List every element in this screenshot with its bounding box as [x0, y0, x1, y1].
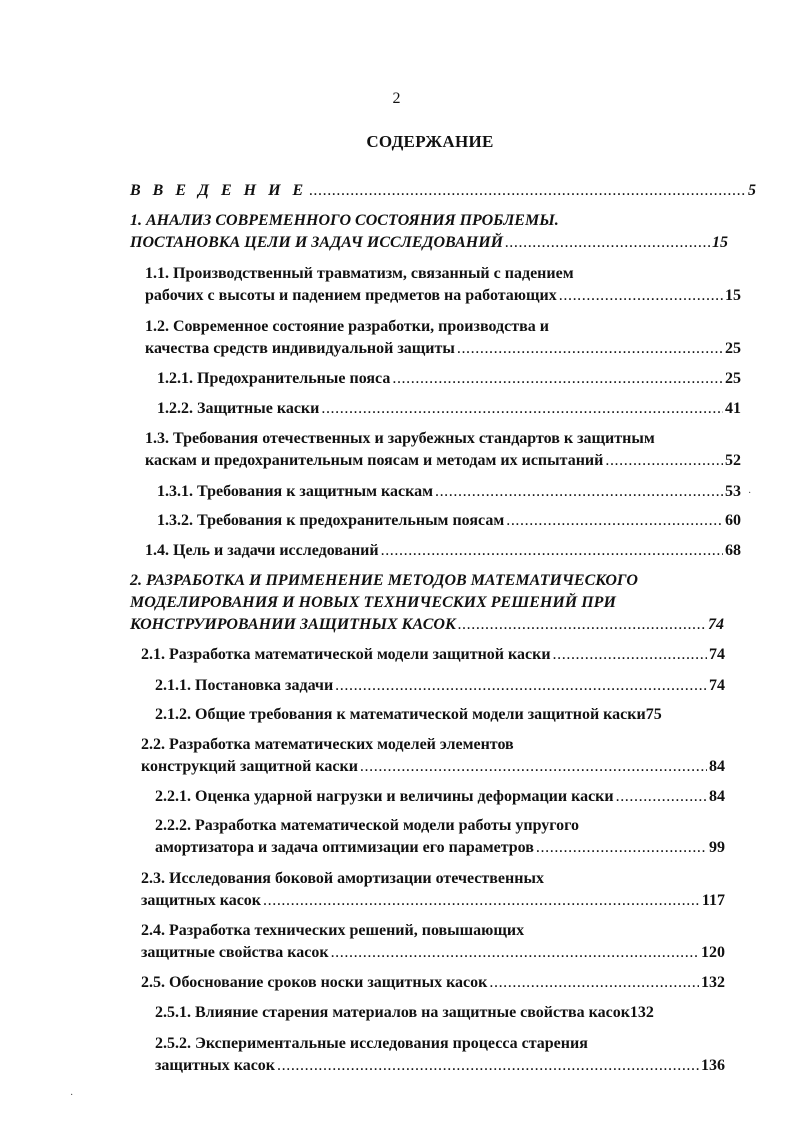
toc-entry-introduction[interactable]: [130, 180, 756, 202]
toc-entry-label: 1. АНАЛИЗ СОВРЕМЕННОГО СОСТОЯНИЯ ПРОБЛЕМЫ.: [130, 212, 559, 229]
toc-entry-label: МОДЕЛИРОВАНИЯ И НОВЫХ ТЕХНИЧЕСКИХ РЕШЕНИЙ ПРИ: [130, 594, 616, 611]
scan-speck: ·: [70, 1090, 74, 1101]
toc-entry-label: 2.2.1. Оценка ударной нагрузки и величины деформации каски: [155, 788, 614, 805]
toc-page-number: 5: [748, 182, 756, 199]
toc-entry-label: 1.2.2. Защитные каски: [157, 400, 320, 417]
leader-dots: [381, 540, 723, 562]
scan-speck: ·: [748, 488, 752, 499]
toc-entry-label: 1.3.2. Требования к предохранительным поясам: [157, 512, 505, 529]
toc-entry-label: 2.1. Разработка математической модели защитной каски: [141, 646, 551, 663]
leader-dots: [489, 972, 699, 994]
toc-entry-label: 2.1.1. Постановка задачи: [155, 677, 334, 694]
toc-entry-label: 1.2. Современное состояние разработки, производства и: [145, 318, 549, 335]
toc-entry-1-3-1[interactable]: [157, 481, 741, 503]
toc-entry-label: защитные свойства касок: [141, 944, 329, 961]
toc-entry-label: 2.2.2. Разработка математической модели работы упругого: [155, 817, 580, 834]
toc-entry-label: 1.1. Производственный травматизм, связанный с падением: [145, 265, 574, 282]
toc-entry-label: 2.3. Исследования боковой амортизации отечественных: [141, 870, 544, 887]
toc-entry-label: 2.2. Разработка математических моделей элементов: [141, 736, 514, 753]
toc-entry-label: амортизатора и задача оптимизации его параметров: [155, 839, 534, 856]
toc-entry-chapter-1[interactable]: [130, 210, 728, 254]
toc-page-number: 68: [725, 542, 741, 559]
toc-entry-2-2-1[interactable]: [155, 786, 725, 808]
toc-entry-label: 1.3.1. Требования к защитным каскам: [157, 483, 433, 500]
toc-entry-2-2[interactable]: [141, 734, 725, 778]
toc-entry-label: 2.1.2. Общие требования к математической модели защитной каски: [155, 706, 646, 723]
toc-entry-label: 1.4. Цель и задачи исследований: [145, 542, 379, 559]
leader-dots: [536, 837, 707, 859]
toc-page-number: 75: [645, 706, 662, 723]
toc-entry-2-1[interactable]: [141, 644, 725, 666]
leader-dots: [360, 756, 707, 778]
toc-entry-label: каскам и предохранительным поясам и методам их испытаний: [145, 452, 604, 469]
toc-entry-label: качества средств индивидуальной защиты: [145, 340, 455, 357]
leader-dots: [605, 450, 723, 472]
toc-page-number: 136: [701, 1057, 725, 1074]
toc-page-number: 60: [725, 512, 741, 529]
toc-entry-2-1-1[interactable]: [155, 675, 725, 697]
toc-page-number: 84: [709, 788, 725, 805]
leader-dots: [506, 510, 723, 532]
toc-entry-1-2-1[interactable]: [157, 368, 741, 390]
leader-dots: [263, 890, 700, 912]
leader-dots: [559, 285, 723, 307]
toc-page-number: 99: [709, 839, 725, 856]
toc-entry-label: 1.2.1. Предохранительные пояса: [157, 370, 391, 387]
toc-page-number: 25: [725, 370, 741, 387]
toc-entry-2-3[interactable]: [141, 868, 725, 912]
toc-entry-2-5[interactable]: [141, 972, 725, 994]
toc-entry-label: рабочих с высоты и падением предметов на работающих: [145, 287, 557, 304]
toc-entry-label: 1.3. Требования отечественных и зарубежных стандартов к защитным: [145, 430, 655, 447]
toc-page-number: 74: [709, 677, 725, 694]
toc-entry-2-5-2[interactable]: [155, 1033, 725, 1077]
toc-page-number: 74: [709, 646, 725, 663]
leader-dots: [435, 481, 723, 503]
toc-entry-label: В В Е Д Е Н И Е: [130, 182, 308, 199]
toc-page-number: 53: [725, 483, 741, 500]
page-number: 2: [392, 90, 401, 107]
toc-entry-1-1[interactable]: [145, 263, 741, 307]
toc-entry-label: 2.4. Разработка технических решений, повышающих: [141, 922, 525, 939]
leader-dots: [553, 644, 707, 666]
toc-entry-2-4[interactable]: [141, 920, 725, 964]
toc-entry-label: защитных касок: [141, 892, 262, 909]
toc-entry-2-2-2[interactable]: [155, 815, 725, 859]
toc-entry-1-2[interactable]: [145, 316, 741, 360]
toc-entry-label: ПОСТАНОВКА ЦЕЛИ И ЗАДАЧ ИССЛЕДОВАНИЙ: [130, 234, 504, 251]
leader-dots: [321, 398, 723, 420]
toc-entry-label: 2.5.2. Экспериментальные исследования процесса старения: [155, 1035, 588, 1052]
leader-dots: [505, 232, 710, 254]
leader-dots: [616, 786, 707, 808]
toc-page-number: 132: [629, 1004, 654, 1021]
toc-page-number: 117: [701, 892, 725, 909]
toc-title: СОДЕРЖАНИЕ: [366, 132, 494, 151]
leader-dots: [277, 1055, 699, 1077]
toc-entry-1-4[interactable]: [145, 540, 741, 562]
leader-dots: [457, 338, 723, 360]
toc-entry-2-5-1[interactable]: [155, 1002, 735, 1024]
toc-entry-label: 2. РАЗРАБОТКА И ПРИМЕНЕНИЕ МЕТОДОВ МАТЕМАТИЧЕСКОГО: [130, 572, 638, 589]
toc-entry-1-2-2[interactable]: [157, 398, 741, 420]
leader-dots: [335, 675, 707, 697]
toc-entry-label: 2.5. Обоснование сроков носки защитных касок: [141, 974, 488, 991]
toc-entry-1-3-2[interactable]: [157, 510, 741, 532]
toc-entry-label: 2.5.1. Влияние старения материалов на защитные свойства касок: [155, 1004, 630, 1021]
toc-page-number: 74: [708, 616, 724, 633]
toc-page-number: 41: [725, 400, 741, 417]
toc-entry-label: защитных касок: [155, 1057, 276, 1074]
leader-dots: [458, 614, 706, 636]
toc-entry-chapter-2[interactable]: [130, 570, 724, 636]
toc-page-number: 132: [701, 974, 725, 991]
toc-page-number: 15: [712, 234, 728, 251]
toc-entry-label: конструкций защитной каски: [141, 758, 358, 775]
toc-page-number: 84: [709, 758, 725, 775]
leader-dots: [309, 180, 746, 202]
toc-entry-2-1-2[interactable]: [155, 704, 739, 726]
toc-entry-label: КОНСТРУИРОВАНИИ ЗАЩИТНЫХ КАСОК: [130, 616, 456, 633]
leader-dots: [392, 368, 723, 390]
toc-entry-1-3[interactable]: [145, 428, 741, 472]
toc-page-number: 52: [725, 452, 741, 469]
toc-page-number: 25: [725, 340, 741, 357]
toc-page-number: 15: [725, 287, 741, 304]
leader-dots: [331, 942, 699, 964]
toc-page-number: 120: [701, 944, 725, 961]
